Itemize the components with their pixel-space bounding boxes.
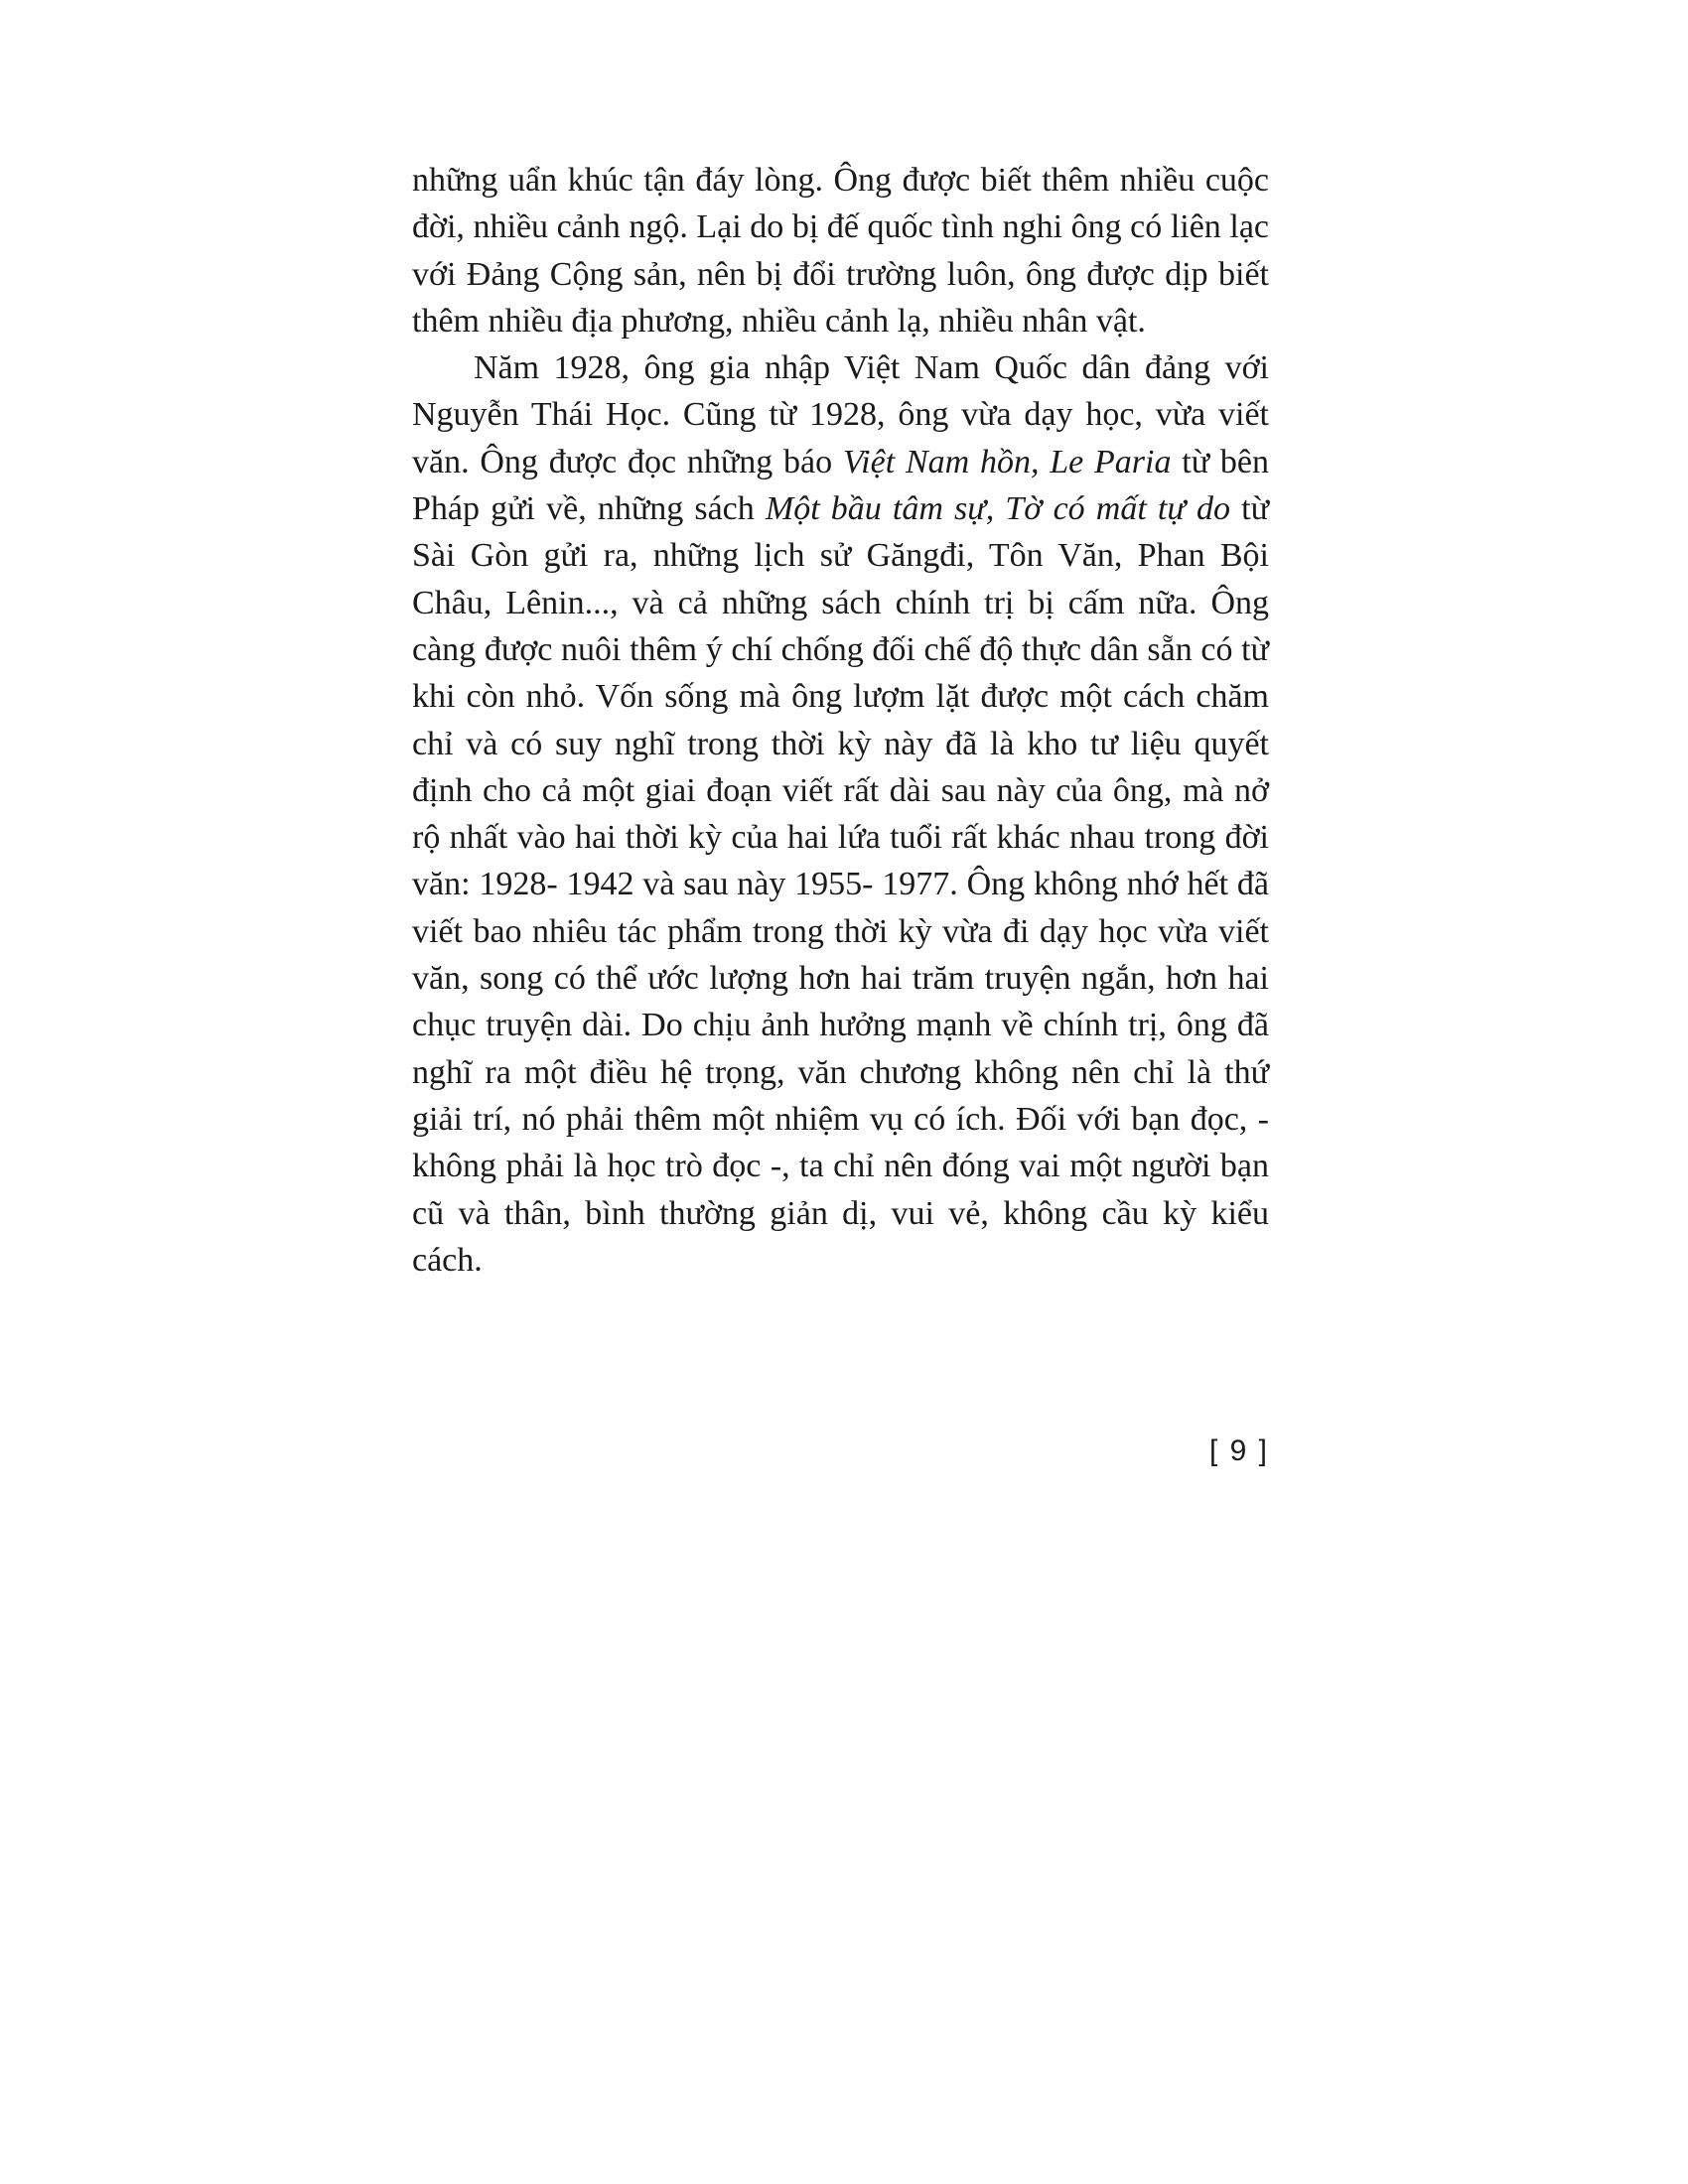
newspaper-titles: Việt Nam hồn, Le Paria — [842, 443, 1172, 480]
paragraph-1: những uẩn khúc tận đáy lòng. Ông được biết thêm nhiều cuộc đời, nhiều cảnh ngộ. Lại do bị đế quốc tình nghi ông có liên lạc với Đảng Cộng sản, nên bị đổi trường luôn, ông được dịp biết thêm nhiều địa phương, nhiều cảnh lạ, nhiều nhân vật. — [412, 162, 1269, 340]
paragraph-2-text-2: từ bên Pháp gửi về, những sách — [412, 443, 1269, 528]
book-titles: Một bầu tâm sự, Tờ có mất tự do — [765, 490, 1230, 528]
body-text — [412, 157, 1269, 1284]
paragraph-2-text-1: Năm 1928, ông gia nhập Việt Nam Quốc dân đảng với Nguyễn Thái Học. Cũng từ 1928, ông vừa dạy học, vừa viết văn. Ông được đọc những báo — [412, 349, 1269, 480]
paragraph-2 — [412, 344, 1269, 1284]
page-number: [ 9 ] — [1208, 1434, 1269, 1467]
paragraph-2-text-3: từ Sài Gòn gửi ra, những lịch sử Găngđi, Tôn Văn, Phan Bội Châu, Lênin..., và cả những sách chính trị bị cấm nữa. Ông càng được nuôi thêm ý chí chống đối chế độ thực dân sẵn có từ khi còn nhỏ. Vốn sống mà ông lượm lặt được một cách chăm chỉ và có suy nghĩ trong thời kỳ này đã là kho tư liệu quyết định cho cả một giai đoạn viết rất dài sau này của ông, mà nở rộ nhất vào hai thời kỳ của hai lứa tuổi rất khác nhau trong đời văn: 1928- 1942 và sau này 1955- 1977. Ông không nhớ hết đã viết bao nhiêu tác phẩm trong thời kỳ vừa đi dạy học vừa viết văn, song có thể ước lượng hơn hai trăm truyện ngắn, hơn hai chục truyện dài. Do chịu ảnh hưởng mạnh về chính trị, ông đã nghĩ ra một điều hệ trọng, văn chương không nên chỉ là thứ giải trí, nó phải thêm một nhiệm vụ có ích. Đối với bạn đọc, - không phải là học trò đọc -, ta chỉ nên đóng vai một người bạn cũ và thân, bình thường giản dị, vui vẻ, không cầu kỳ kiểu cách. — [412, 490, 1269, 1279]
